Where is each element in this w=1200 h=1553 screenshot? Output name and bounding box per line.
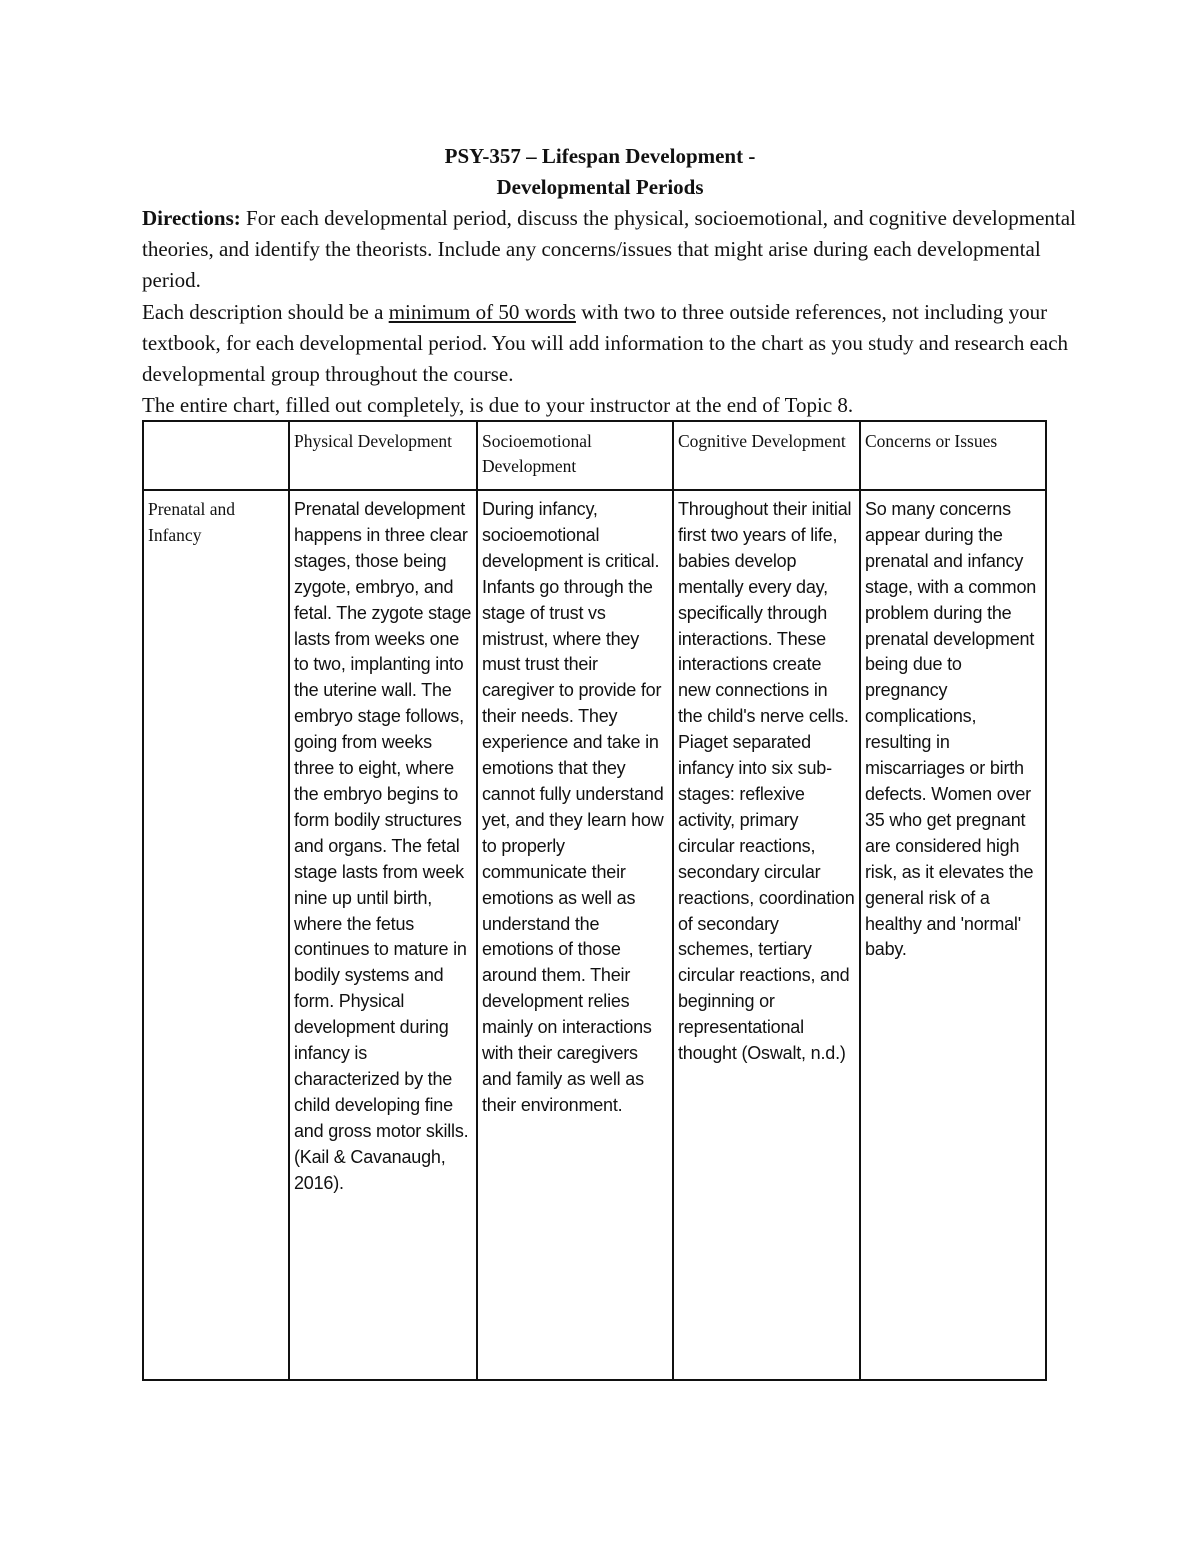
header-cognitive-development: Cognitive Development xyxy=(673,421,860,490)
header-cell-empty xyxy=(143,421,289,490)
cell-socioemotional-development: During infancy, socioemotional development is critical. Infants go through the stage of trust vs mistrust, where they must trust their caregiver to provide for their needs. They experience and take in emotions that they cannot fully understand yet, and they learn how to properly communicate their emotions as well as understand the emotions of those around them. Their development relies mainly on interactions with their caregivers and family as well as their environment. xyxy=(477,490,673,1380)
header-socioemotional-development: Socioemotional Development xyxy=(477,421,673,490)
table-row xyxy=(143,490,1046,1380)
header-concerns-or-issues: Concerns or Issues xyxy=(860,421,1046,490)
directions-text-2-before: Each description should be a xyxy=(142,299,389,324)
developmental-periods-table xyxy=(142,420,1047,1381)
document-title: PSY-357 – Lifespan Development - xyxy=(444,144,756,168)
document-subtitle: Developmental Periods xyxy=(496,175,704,199)
table-header-row xyxy=(143,421,1046,490)
directions-text-2-after: with two to three outside references, not including your textbook, for each developmental period. You will add information to the chart as you study and research each developmental group throughout the course. xyxy=(142,299,1069,387)
cell-physical-development: Prenatal development happens in three clear stages, those being zygote, embryo, and fetal. The zygote stage lasts from weeks one to two, implanting into the uterine wall. The embryo stage follows, going from weeks three to eight, where the embryo begins to form bodily structures and organs. The fetal stage lasts from week nine up until birth, where the fetus continues to mature in bodily systems and form. Physical development during infancy is characterized by the child developing fine and gross motor skills. (Kail & Cavanaugh, 2016). xyxy=(289,490,477,1380)
word-minimum-underlined: minimum of 50 words xyxy=(388,299,576,324)
header-physical-development: Physical Development xyxy=(289,421,477,490)
directions-text-1: For each developmental period, discuss the physical, socioemotional, and cognitive developmental theories, and identify the theorists. Include any concerns/issues that might arise during each developmental period. xyxy=(142,206,1076,293)
directions-lead: Directions: xyxy=(142,206,241,230)
directions-block xyxy=(142,203,1082,421)
cell-cognitive-development: Throughout their initial first two years of life, babies develop mentally every day, specifically through interactions. These interactions create new connections in the child's nerve cells. Piaget separated infancy into six sub-stages: reflexive activity, primary circular reactions, secondary circular reactions, coordination of secondary schemes, tertiary circular reactions, and beginning or representational thought (Oswalt, n.d.) xyxy=(673,490,860,1380)
row-label-prenatal-infancy: Prenatal and Infancy xyxy=(143,490,289,1380)
directions-text-3: The entire chart, filled out completely, is due to your instructor at the end of Topic 8. xyxy=(142,393,854,418)
cell-concerns-or-issues: So many concerns appear during the prenatal and infancy stage, with a common problem during the prenatal development being due to pregnancy complications, resulting in miscarriages or birth defects. Women over 35 who get pregnant are considered high risk, as it elevates the general risk of a healthy and 'normal' baby. xyxy=(860,490,1046,1380)
directions-paragraph-1 xyxy=(142,203,1082,297)
directions-paragraph-3 xyxy=(142,390,1082,421)
directions-paragraph-2 xyxy=(142,297,1082,391)
